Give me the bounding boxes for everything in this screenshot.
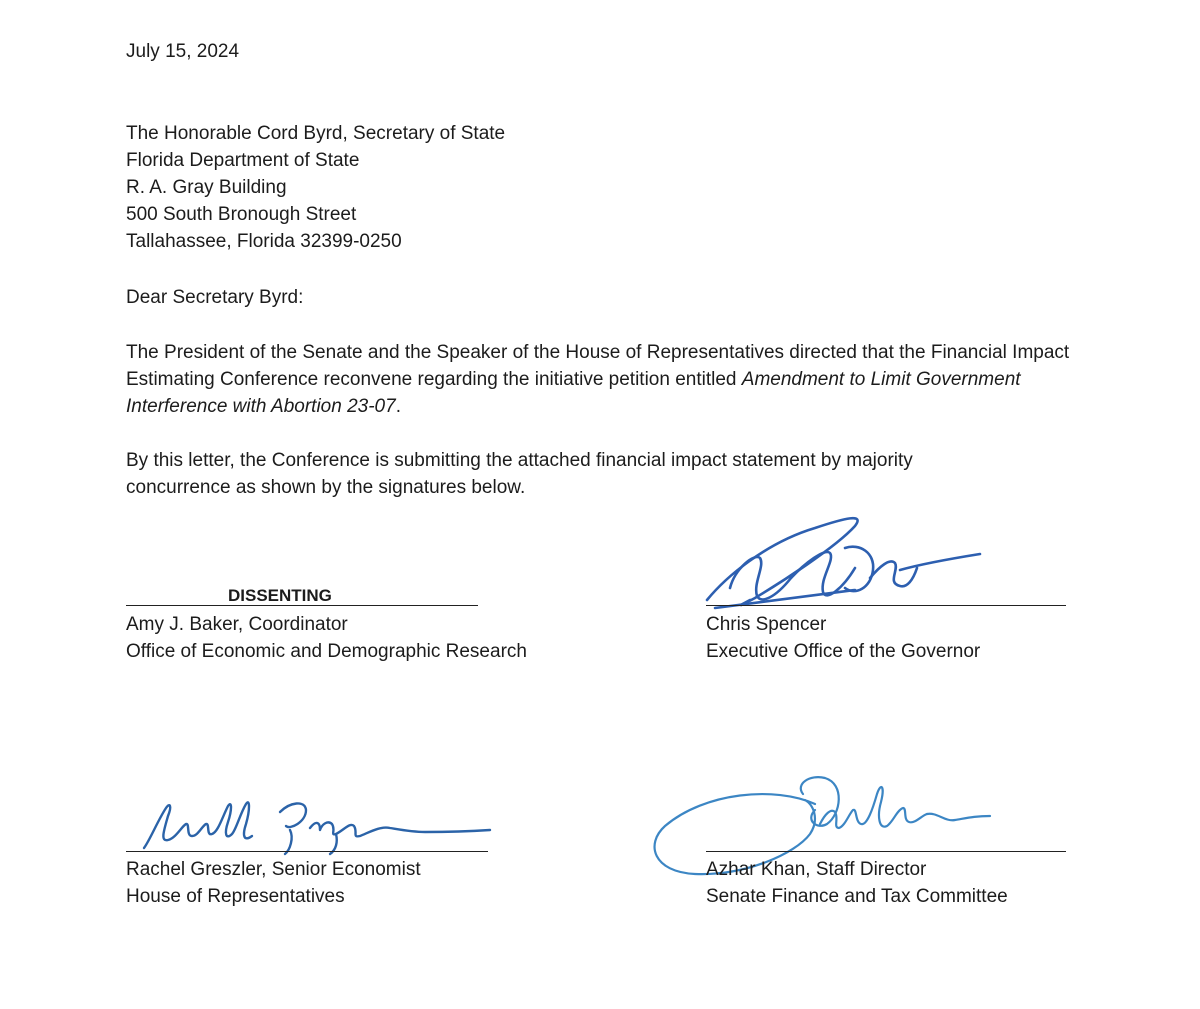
signatory-name: Azhar Khan, Staff Director <box>706 859 927 880</box>
address-line: Florida Department of State <box>126 150 360 171</box>
signatory-office: Office of Economic and Demographic Research <box>126 641 527 662</box>
dissenting-mark: DISSENTING <box>228 586 332 605</box>
letter-date: July 15, 2024 <box>126 41 240 62</box>
body-paragraph-2 <box>126 447 996 501</box>
salutation: Dear Secretary Byrd: <box>126 287 304 308</box>
signatory-office: House of Representatives <box>126 886 345 907</box>
signatory-name: Rachel Greszler, Senior Economist <box>126 859 421 880</box>
body-paragraph-1 <box>126 339 1076 420</box>
signatory-name: Amy J. Baker, Coordinator <box>126 614 348 635</box>
address-line: 500 South Bronough Street <box>126 204 357 225</box>
paragraph-1-text: The President of the Senate and the Speaker of the House of Representatives directed that the Financial Impact Estimating Conference reconvene regarding the initiative petition entitled <box>126 342 1070 390</box>
signature-line <box>126 605 478 606</box>
paragraph-1-end: . <box>395 396 401 417</box>
recipient-address <box>126 120 505 255</box>
signatory-office: Senate Finance and Tax Committee <box>706 886 1008 907</box>
signature-line <box>706 851 1066 852</box>
signature-image-greszler <box>140 790 500 860</box>
address-line: R. A. Gray Building <box>126 177 287 198</box>
signatory-office: Executive Office of the Governor <box>706 641 981 662</box>
signature-image-spencer <box>695 508 995 618</box>
signature-line <box>706 605 1066 606</box>
petition-title: Amendment to Limit Government Interference with Abortion 23-07 <box>126 369 1021 417</box>
address-line: Tallahassee, Florida 32399-0250 <box>126 231 402 252</box>
signature-line <box>126 851 488 852</box>
address-line: The Honorable Cord Byrd, Secretary of State <box>126 123 506 144</box>
paragraph-2-text: By this letter, the Conference is submitting the attached financial impact statement by majority concurrence as shown by the signatures below. <box>126 450 913 498</box>
signatory-name: Chris Spencer <box>706 614 827 635</box>
